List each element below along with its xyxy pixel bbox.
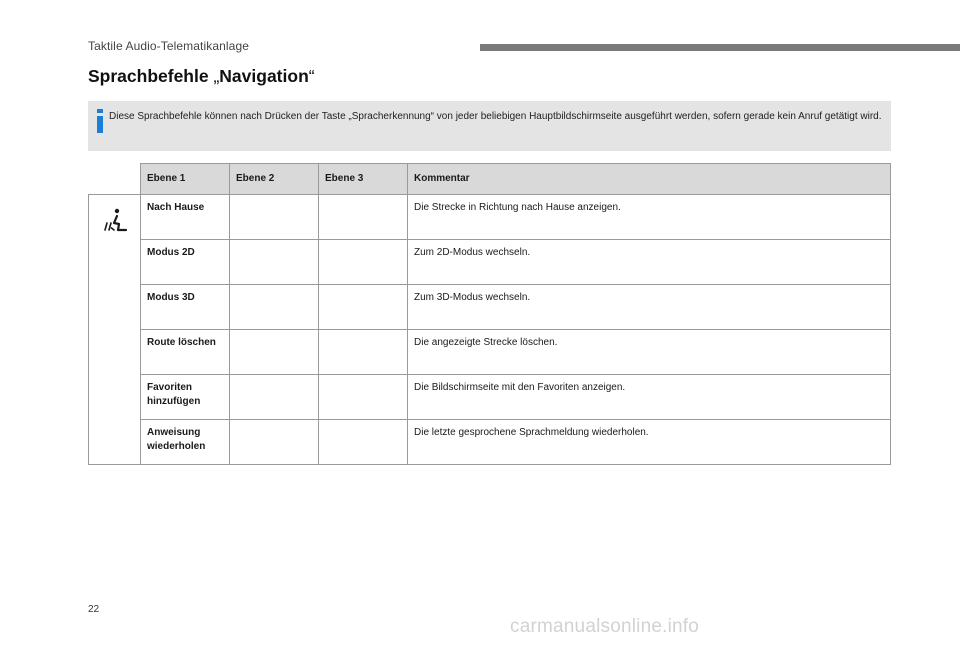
level1-cell: Modus 3D: [141, 285, 230, 330]
table-row: [89, 240, 891, 285]
table-row: [89, 330, 891, 375]
header-level-3: Ebene 3: [319, 164, 408, 195]
table-header-row: [89, 164, 891, 195]
header-level-1: Ebene 1: [141, 164, 230, 195]
comment-cell: Die Bildschirmseite mit den Favoriten anzeigen.: [408, 375, 891, 420]
table-row: [89, 285, 891, 330]
watermark: carmanualsonline.info: [510, 616, 700, 637]
page-number: 22: [88, 604, 100, 615]
level2-cell: [230, 195, 319, 240]
level2-cell: [230, 375, 319, 420]
level1-cell: Modus 2D: [141, 240, 230, 285]
info-box: [88, 101, 891, 151]
comment-cell: Die letzte gesprochene Sprachmeldung wiederholen.: [408, 420, 891, 465]
level1-cell: Nach Hause: [141, 195, 230, 240]
level1-cell: Favoriten hinzufügen: [141, 375, 230, 420]
level2-cell: [230, 420, 319, 465]
table-row: [89, 420, 891, 465]
level3-cell: [319, 330, 408, 375]
table-row: [89, 195, 891, 240]
level1-cell: Route löschen: [141, 330, 230, 375]
comment-cell: Zum 2D-Modus wechseln.: [408, 240, 891, 285]
voice-command-table: [88, 163, 891, 465]
level3-cell: [319, 240, 408, 285]
voice-command-icon: [102, 207, 128, 237]
level1-cell: Anweisung wiederholen: [141, 420, 230, 465]
comment-cell: Die angezeigte Strecke löschen.: [408, 330, 891, 375]
icon-cell: [89, 195, 141, 465]
header-level-2: Ebene 2: [230, 164, 319, 195]
level3-cell: [319, 375, 408, 420]
table-row: [89, 375, 891, 420]
comment-cell: Zum 3D-Modus wechseln.: [408, 285, 891, 330]
running-head: Taktile Audio-Telematikanlage: [88, 39, 249, 53]
level2-cell: [230, 330, 319, 375]
title-main: Navigation: [219, 66, 309, 86]
header-blank-cell: [89, 164, 141, 195]
title-open-quote: „: [213, 66, 220, 86]
level3-cell: [319, 285, 408, 330]
info-text: Diese Sprachbefehle können nach Drücken der Taste „Spracherkennung“ von jeder beliebigen Hauptbildschirmseite ausgeführt werden, sofern gerade kein Anruf getätigt wird.: [109, 111, 882, 122]
page-title: [88, 66, 315, 87]
comment-cell: Die Strecke in Richtung nach Hause anzeigen.: [408, 195, 891, 240]
title-prefix: Sprachbefehle: [88, 66, 214, 86]
level3-cell: [319, 195, 408, 240]
title-close-quote: “: [308, 66, 315, 86]
header-comment: Kommentar: [408, 164, 891, 195]
level3-cell: [319, 420, 408, 465]
info-icon: [95, 109, 105, 133]
level2-cell: [230, 240, 319, 285]
level2-cell: [230, 285, 319, 330]
header-bar: [480, 44, 960, 51]
